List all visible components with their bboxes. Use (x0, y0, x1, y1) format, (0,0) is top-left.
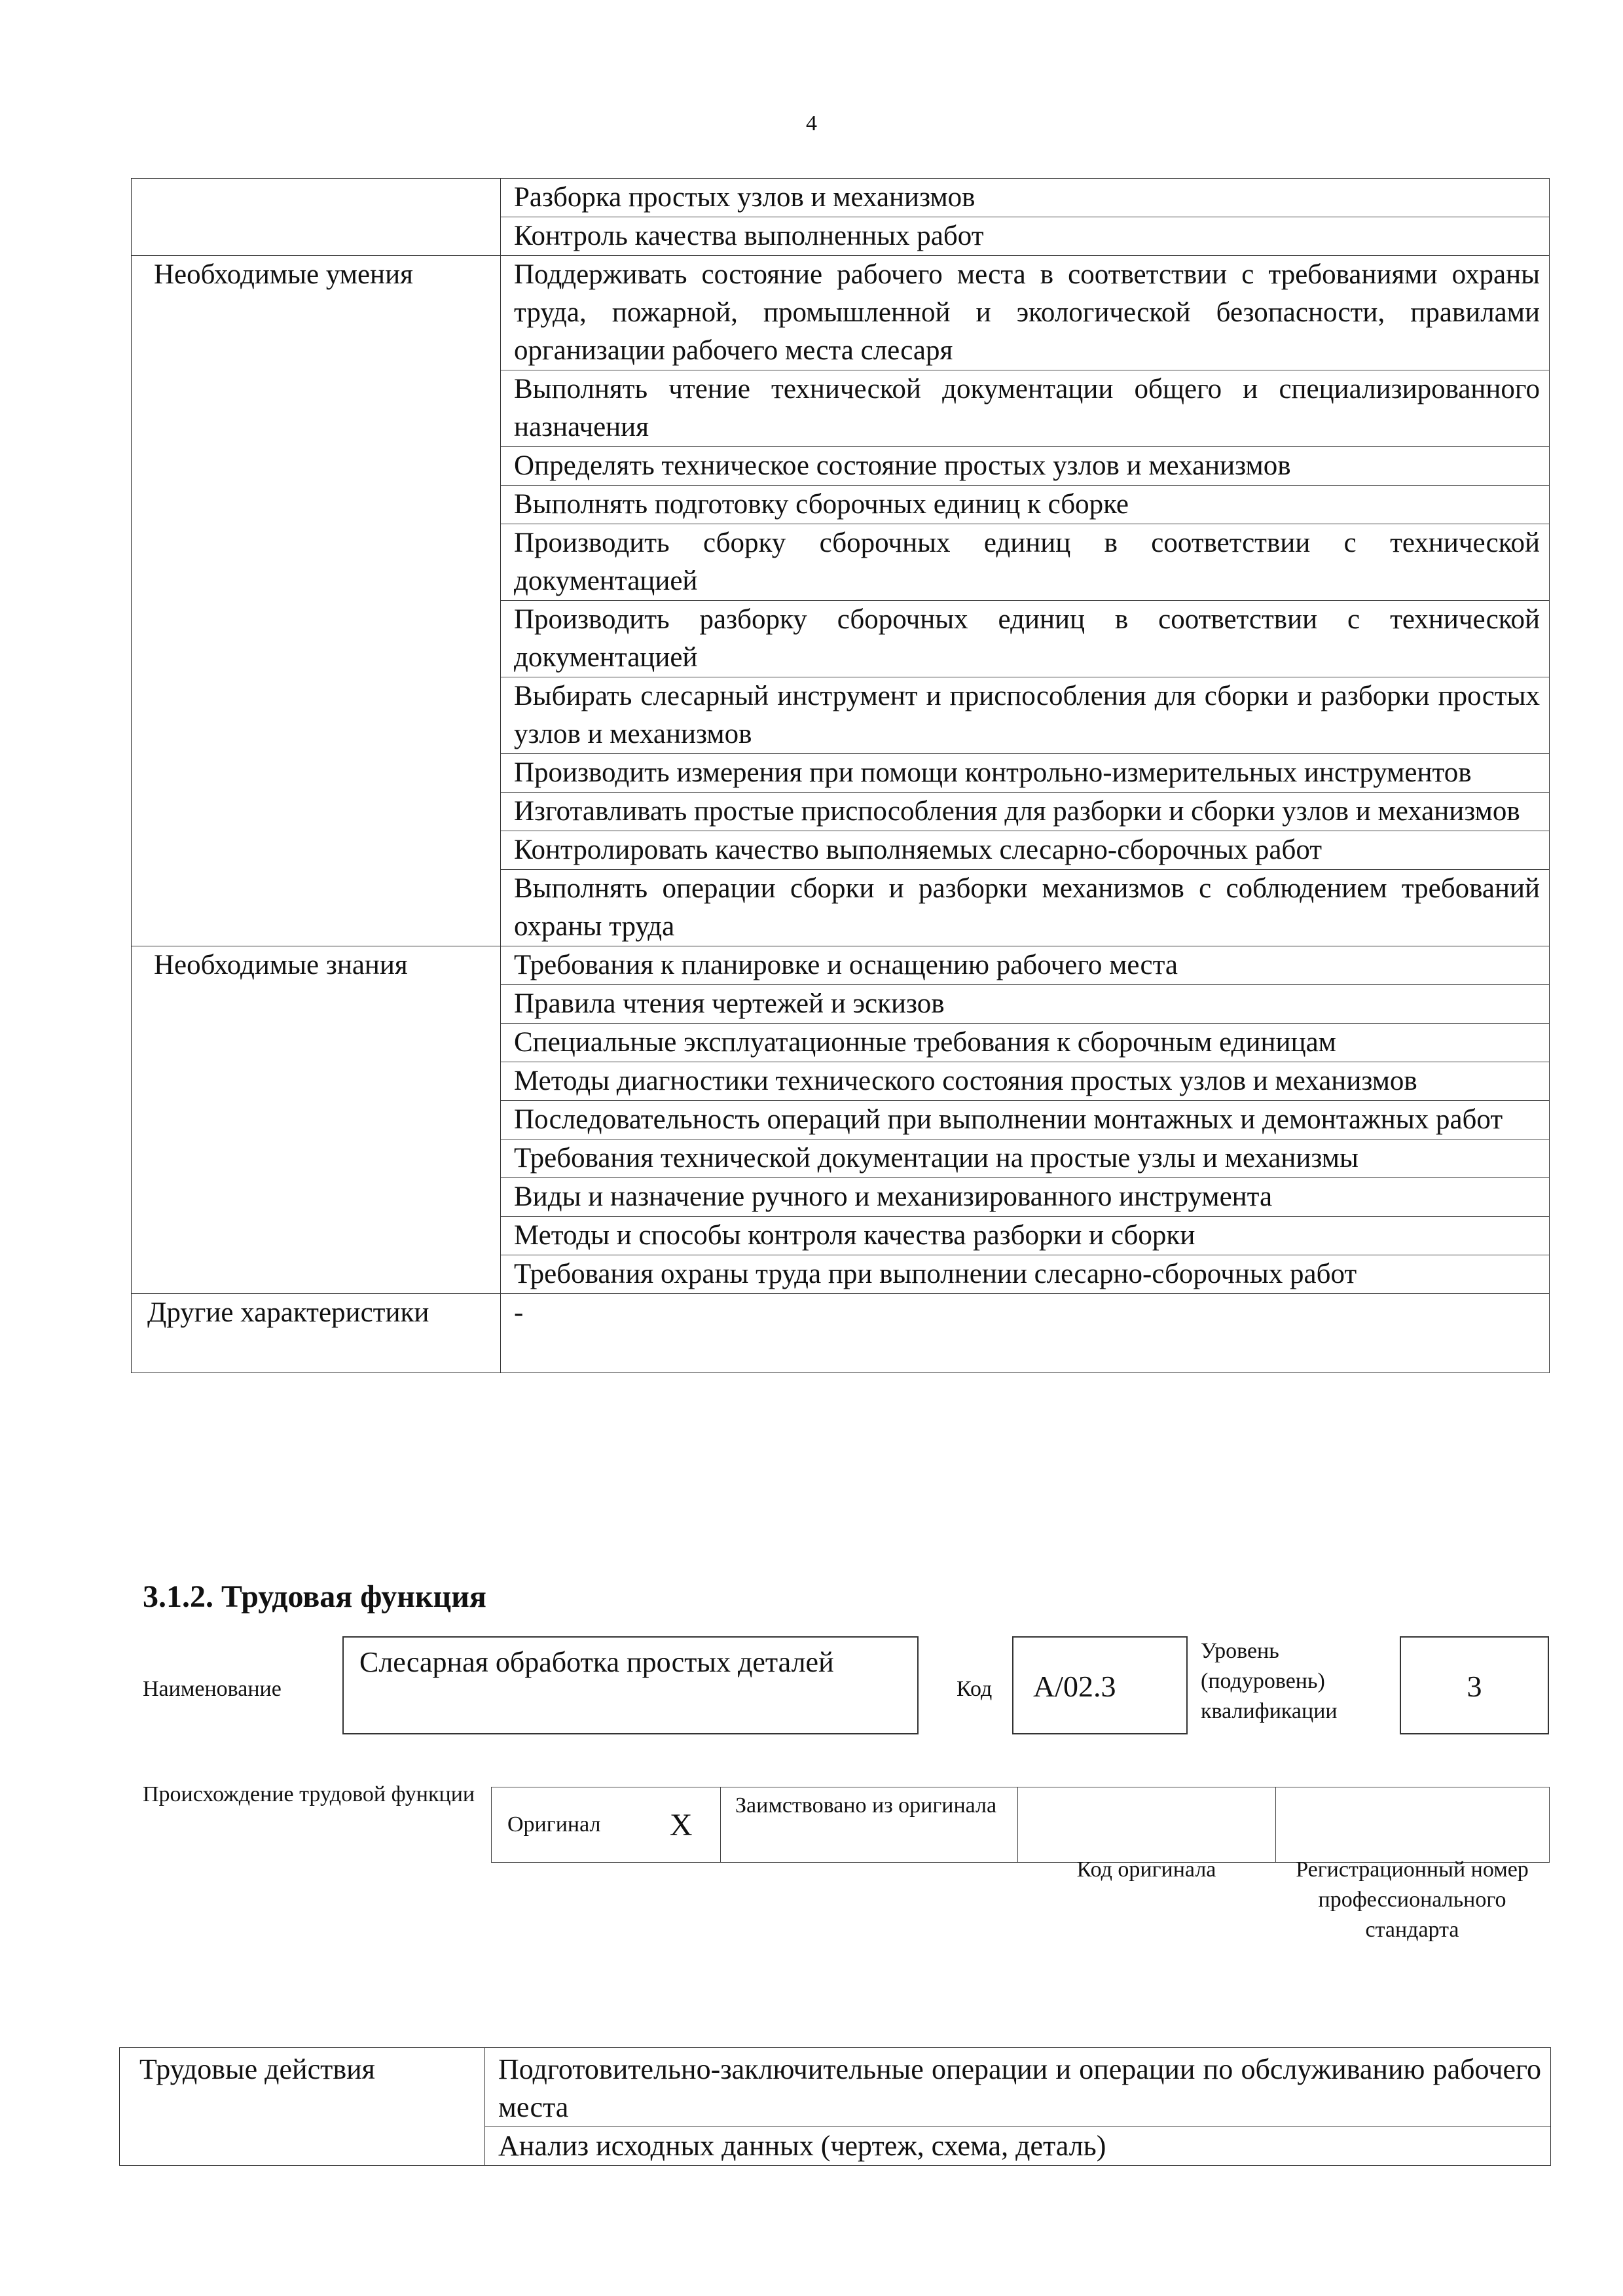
code-label: Код (957, 1677, 993, 1701)
name-label: Наименование (143, 1677, 282, 1701)
list-item: Определять техническое состояние простых узлов и механизмов (501, 447, 1549, 486)
page-number: 4 (806, 111, 817, 135)
list-item: Методы и способы контроля качества разборки и сборки (501, 1217, 1549, 1255)
list-item: Выполнять операции сборки и разборки механизмов с соблюдением требований охраны труда (514, 873, 1540, 942)
list-item: Анализ исходных данных (чертеж, схема, деталь) (498, 2130, 1106, 2162)
other-value-cell (501, 1294, 1550, 1373)
section-title: 3.1.2. Трудовая функция (143, 1579, 486, 1614)
level-field: 3 (1400, 1636, 1549, 1734)
table-row (492, 1787, 1550, 1863)
list-item: Требования охраны труда при выполнении слесарно-сборочных работ (514, 1259, 1357, 1289)
code-original-cell (1018, 1787, 1276, 1863)
code-original-caption: Код оригинала (1076, 1857, 1216, 1882)
knowledge-cell (501, 946, 1550, 1294)
name-field: Слесарная обработка простых деталей (342, 1636, 919, 1734)
list-item: Последовательность операций при выполнении монтажных и демонтажных работ (501, 1101, 1549, 1139)
actions-cell (485, 2048, 1551, 2166)
list-item: Методы диагностики технического состояния простых узлов и механизмов (501, 1062, 1549, 1101)
list-item: Контроль качества выполненных работ (514, 221, 984, 251)
origin-original-cell: Оригинал (492, 1787, 642, 1863)
table-row (132, 1294, 1550, 1373)
list-item: Требования к планировке и оснащению рабочего места (501, 946, 1549, 985)
table-row (132, 256, 1550, 946)
list-item: Изготавливать простые приспособления для разборки и сборки узлов и механизмов (501, 793, 1549, 831)
empty-label-cell (132, 179, 501, 256)
reg-number-cell (1276, 1787, 1550, 1863)
origin-table (491, 1787, 1550, 1863)
code-field: А/02.3 (1012, 1636, 1188, 1734)
origin-borrowed-cell: Заимствовано из оригинала (721, 1787, 1018, 1863)
list-item: Подготовительно-заключительные операции и операции по обслуживанию рабочего места (485, 2048, 1550, 2127)
origin-mark-cell: X (642, 1787, 721, 1863)
list-item: Производить сборку сборочных единиц в соответствии с технической документацией (501, 524, 1549, 601)
list-item: Выполнять подготовку сборочных единиц к сборке (501, 486, 1549, 524)
other-value: - (514, 1297, 524, 1328)
list-item: Производить разборку сборочных единиц в соответствии с технической документацией (501, 601, 1549, 677)
other-label: Другие характеристики (132, 1294, 501, 1373)
list-item: Виды и назначение ручного и механизированного инструмента (501, 1178, 1549, 1217)
list-item: Специальные эксплуатационные требования к сборочным единицам (501, 1024, 1549, 1062)
table-row (132, 179, 1550, 256)
list-item: Выбирать слесарный инструмент и приспособления для сборки и разборки простых узлов и механизмов (501, 677, 1549, 754)
continued-items-cell (501, 179, 1550, 256)
list-item: Производить измерения при помощи контрольно-измерительных инструментов (501, 754, 1549, 793)
skills-cell (501, 256, 1550, 946)
list-item: Правила чтения чертежей и эскизов (501, 985, 1549, 1024)
requirements-table (131, 178, 1550, 1373)
skills-label: Необходимые умения (132, 256, 501, 946)
table-row (120, 2048, 1551, 2166)
list-item: Требования технической документации на простые узлы и механизмы (501, 1139, 1549, 1178)
list-item: Выполнять чтение технической документации общего и специализированного назначения (501, 370, 1549, 447)
list-item: Разборка простых узлов и механизмов (501, 179, 1549, 217)
level-label: Уровень (подуровень) квалификации (1201, 1639, 1338, 1723)
reg-number-caption: Регистрационный номер профессионального стандарта (1296, 1857, 1529, 1942)
list-item: Контролировать качество выполняемых слесарно-сборочных работ (501, 831, 1549, 870)
list-item: Поддерживать состояние рабочего места в соответствии с требованиями охраны труда, пожарной, промышленной и экологической безопасности, правилами организации рабочего места слесаря (501, 256, 1549, 370)
actions-label: Трудовые действия (120, 2048, 485, 2166)
table-row (132, 946, 1550, 1294)
actions-table (119, 2047, 1551, 2166)
knowledge-label: Необходимые знания (132, 946, 501, 1294)
origin-label: Происхождение трудовой функции (143, 1782, 475, 1806)
